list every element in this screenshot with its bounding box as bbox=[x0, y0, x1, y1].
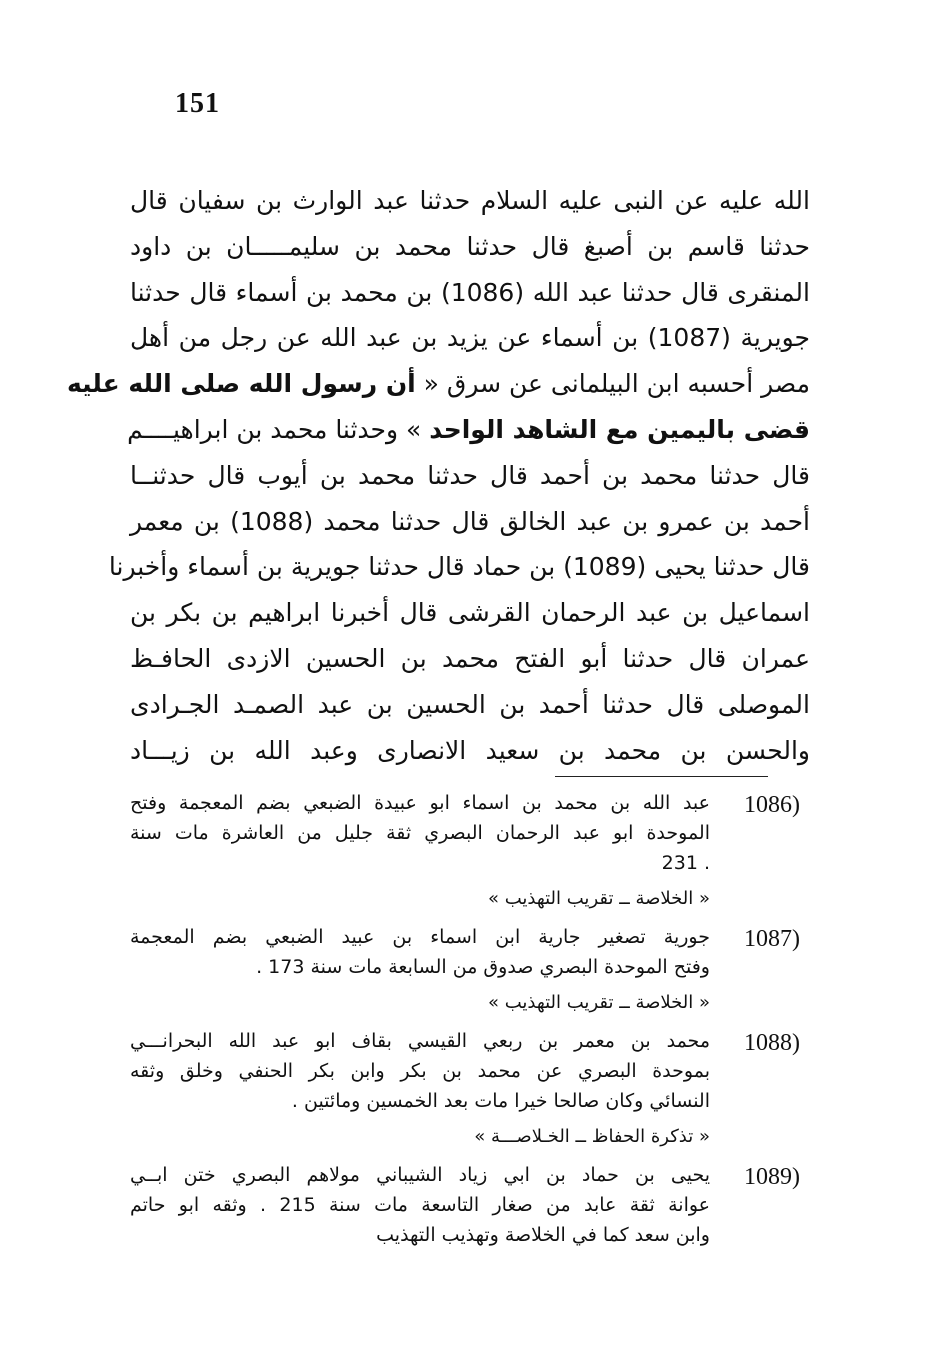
footnote-1086 bbox=[130, 788, 810, 914]
footnote-body bbox=[130, 788, 710, 914]
footnote-line: الموحدة ابو عبد الرحمان البصري ثقة جليل من العاشرة مات سنة bbox=[130, 822, 710, 844]
footnote-line: بموحدة البصري عن محمد بن بكر وابن بكر الحنفي وخلق وثقه bbox=[130, 1060, 710, 1082]
main-line: أحمد بن عمرو بن عبد الخالق قال حدثنا محمد (1088) بن معمر bbox=[130, 506, 810, 536]
main-line bbox=[67, 361, 810, 407]
main-line: عمران قال حدثنا أبو الفتح محمد بن الحسين الازدى الحافـظ bbox=[130, 643, 810, 673]
main-line-bold: قضى باليمين مع الشاهد الواحد bbox=[429, 414, 810, 444]
main-line: اسماعيل بن عبد الرحمان القرشى قال أخبرنا ابراهيم بن بكر بن bbox=[130, 598, 810, 628]
footnote-1088 bbox=[130, 1026, 810, 1152]
main-text bbox=[67, 178, 810, 773]
footnote-source: « الخلاصة ــ تقريب التهذيب » bbox=[487, 888, 710, 909]
footnote-line: وفتح الموحدة البصري صدوق من السابعة مات سنة 173 . bbox=[256, 956, 710, 978]
footnote-line: محمد بن معمر بن ربعي القيسي بقاف ابو عبد الله البحرانـــي bbox=[130, 1030, 710, 1052]
footnote-source: « الخلاصة ــ تقريب التهذيب » bbox=[487, 992, 710, 1013]
footnote-1089 bbox=[130, 1160, 810, 1250]
footnote-line: النسائي وكان صالحا خيرا مات بعد الخمسين ومائتين . bbox=[291, 1090, 710, 1112]
footnote-line: وابن سعد كما في الخلاصة وتهذيب التهذيب bbox=[376, 1224, 710, 1246]
main-line: حدثنا قاسم بن أصبغ قال حدثنا محمد بن سليمـــــان بن داود bbox=[130, 231, 810, 261]
footnote-number: 1086) bbox=[744, 792, 800, 818]
footnotes bbox=[130, 788, 810, 1258]
main-line: قال حدثنا محمد بن أحمد قال حدثنا محمد بن أيوب قال حدثنــا bbox=[130, 460, 810, 490]
footnote-line: جورية تصغير جارية ابن اسماء بن عبيد الضبعي بضم المعجمة bbox=[130, 926, 710, 948]
footnote-number: 1088) bbox=[744, 1030, 800, 1056]
main-line: المنقرى قال حدثنا عبد الله (1086) بن محمد بن أسماء قال حدثنا bbox=[130, 277, 810, 307]
main-line: جويرية (1087) بن أسماء عن يزيد بن عبد الله عن رجل من أهل bbox=[130, 323, 810, 353]
page-number: 151 bbox=[175, 88, 220, 119]
footnote-line: عبد الله بن محمد بن اسماء ابو عبيدة الضبعي بضم المعجمة وفتح bbox=[130, 792, 710, 814]
footnote-separator bbox=[555, 776, 768, 777]
main-line-bold: أن رسول الله صلى الله عليه bbox=[67, 369, 416, 399]
main-line: الله عليه عن النبى عليه السلام حدثنا عبد الوارث بن سفيان قال bbox=[130, 186, 810, 215]
footnote-body bbox=[130, 1160, 710, 1250]
footnote-line: عوانة ثقة عابد من صغار التاسعة مات سنة 215 . وثقه ابو حاتم bbox=[130, 1194, 711, 1216]
footnote-line: . 231 bbox=[661, 852, 710, 874]
footnote-body bbox=[130, 1026, 710, 1152]
footnote-number: 1087) bbox=[744, 926, 800, 952]
footnote-1087 bbox=[130, 922, 810, 1018]
footnote-source: « تذكرة الحفاظ ــ الخـلاصـــة » bbox=[474, 1126, 710, 1147]
footnote-body bbox=[130, 922, 710, 1018]
footnote-number: 1089) bbox=[744, 1164, 800, 1190]
main-line-plain: » وحدثنا محمد بن ابراهيــــم bbox=[127, 414, 430, 444]
main-line bbox=[127, 407, 810, 453]
main-line: والحسن بن محمد بن سعيد الانصارى وعبد الله بن زيـــاد bbox=[130, 735, 810, 765]
footnote-line: يحيى بن حماد بن ابي زياد الشيباني مولاهم البصري ختن ابــي bbox=[130, 1164, 710, 1186]
main-line-plain: مصر أحسبه ابن البيلمانى عن سرق « bbox=[415, 369, 810, 399]
main-line: قال حدثنا يحيى (1089) بن حماد قال حدثنا جويرية بن أسماء وأخبرنا bbox=[108, 552, 810, 582]
main-line: الموصلى قال حدثنا أحمد بن الحسين بن عبد الصمـد الجـرادى bbox=[130, 689, 810, 719]
